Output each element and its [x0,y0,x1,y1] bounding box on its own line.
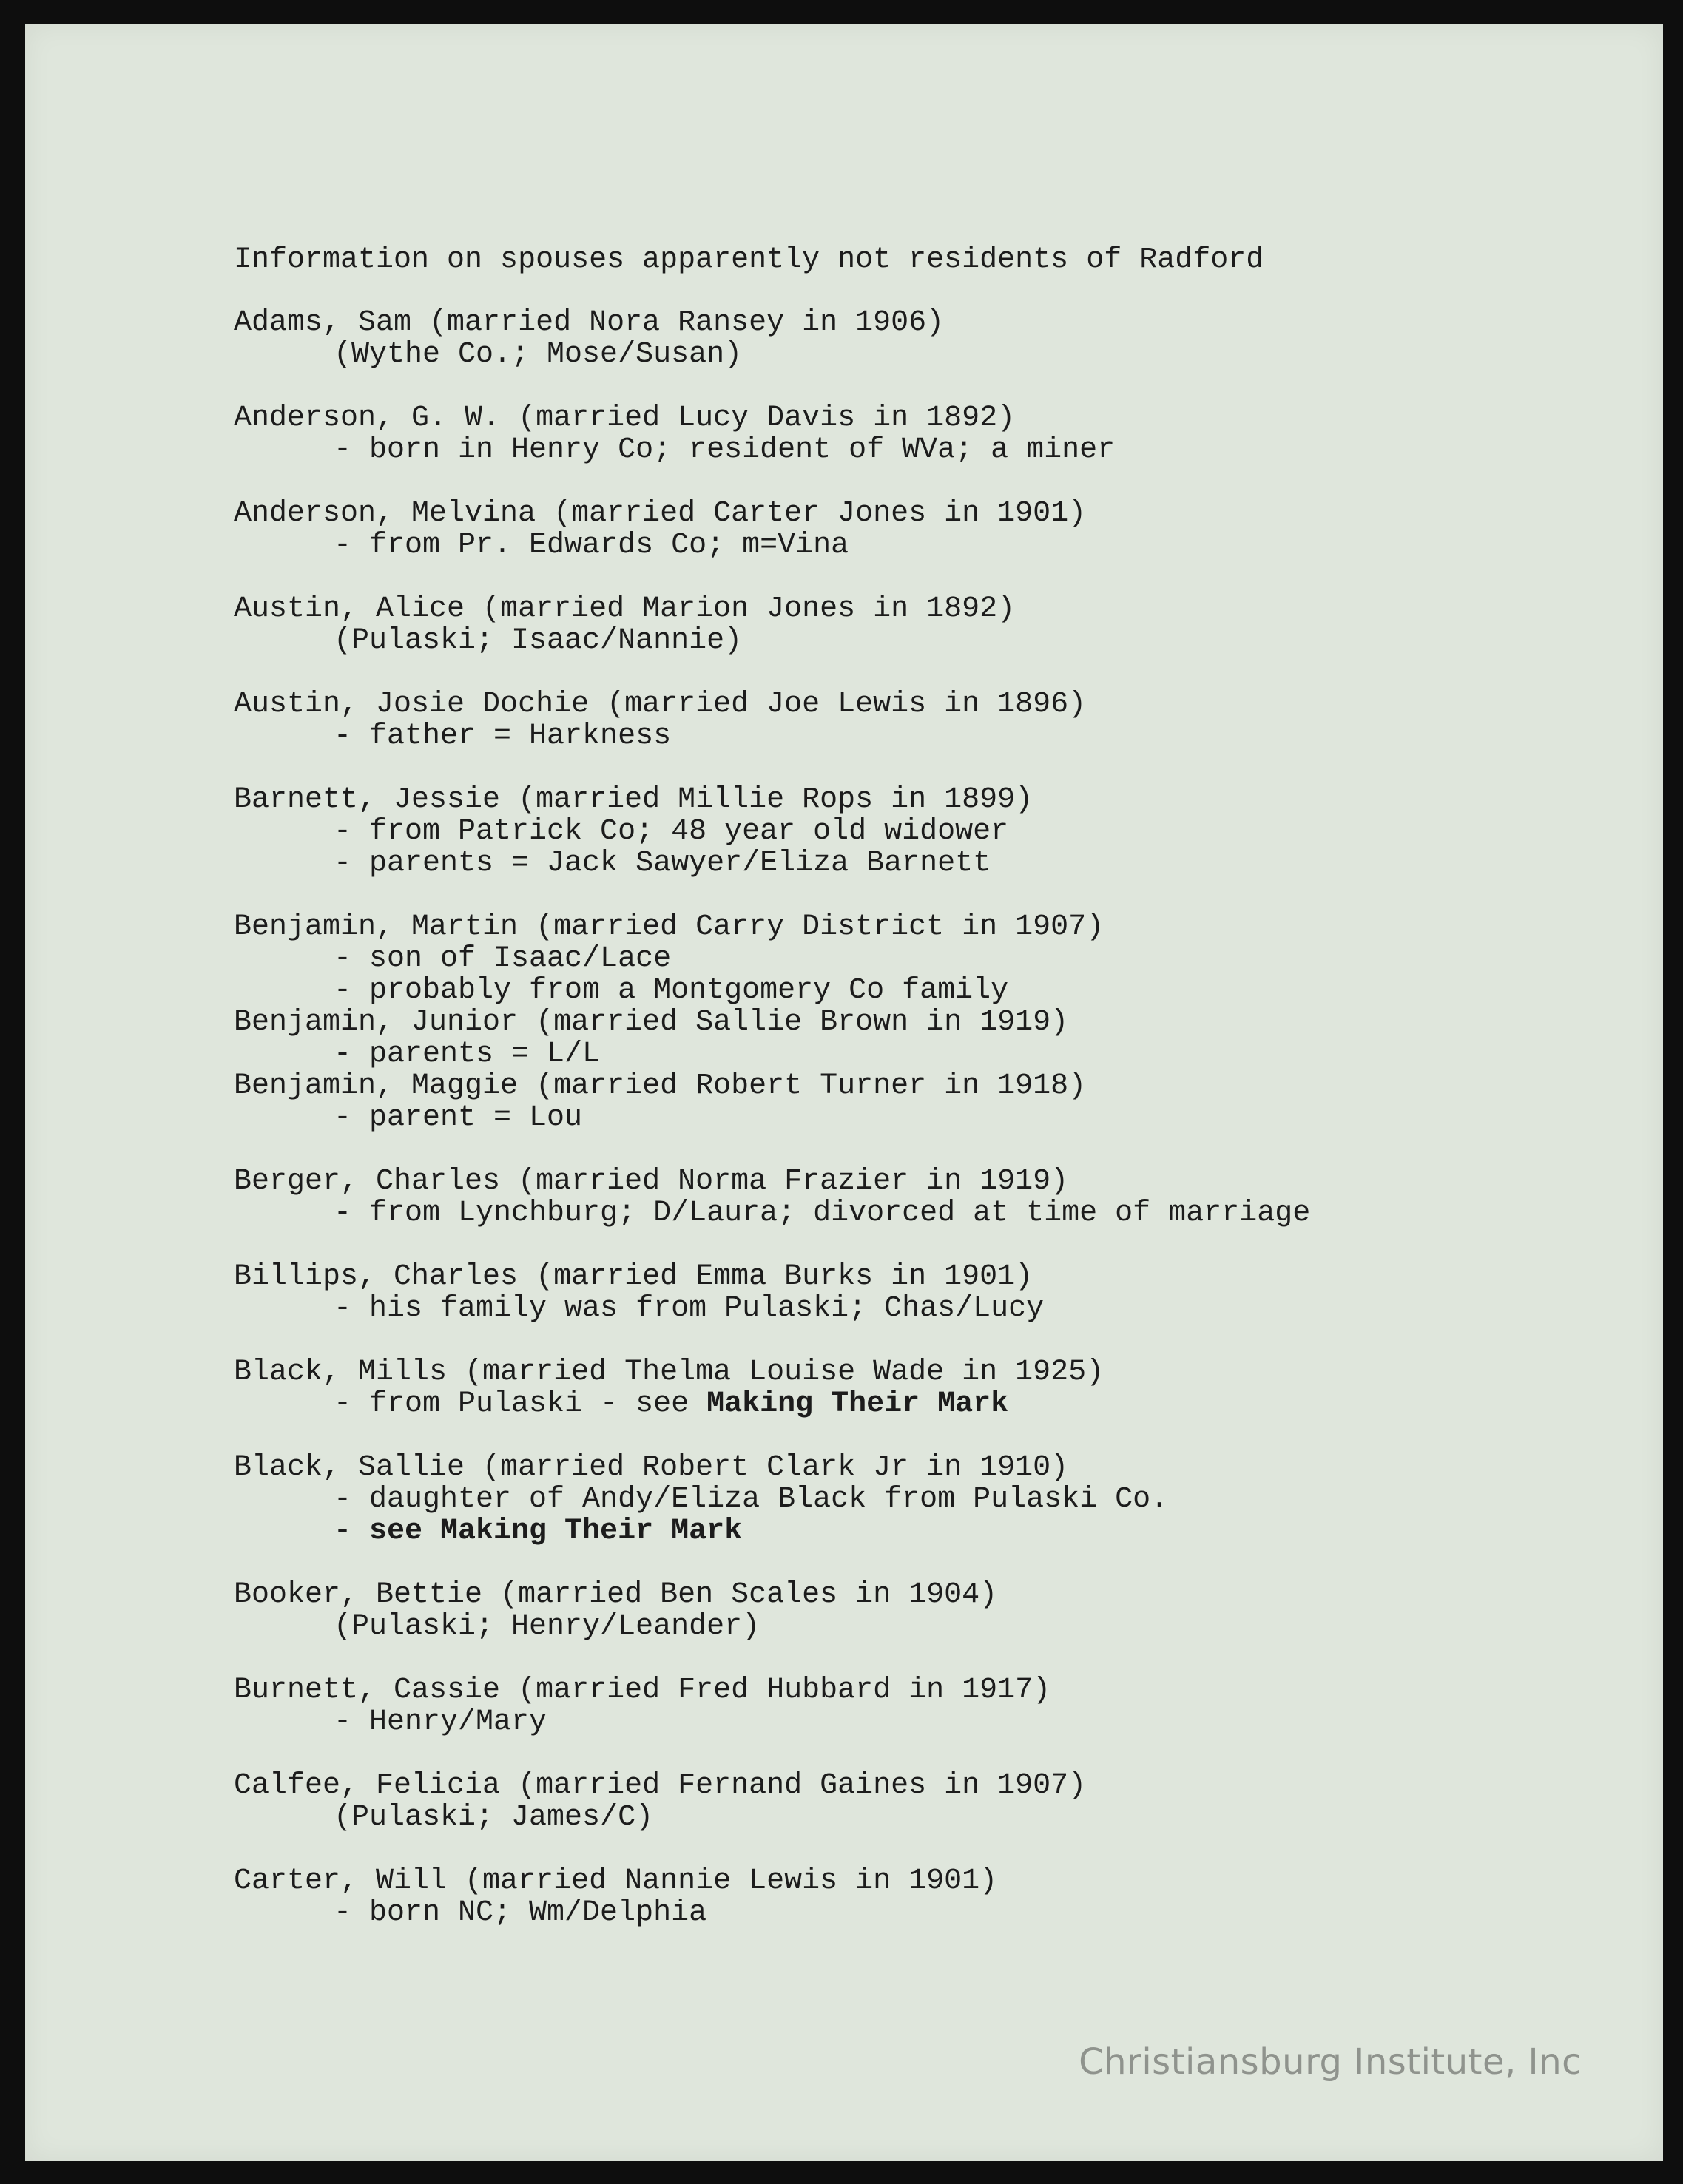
entry-name: Billips, Charles (married Emma Burks in 1901) [234,1260,1033,1294]
entry-detail: - born in Henry Co; resident of WVa; a miner [334,433,1116,467]
entry-detail: - parents = L/L [334,1038,601,1071]
entry-detail: - daughter of Andy/Eliza Black from Pulaski Co. [334,1483,1169,1516]
entry-name: Black, Sallie (married Robert Clark Jr in 1910) [234,1451,1069,1484]
entry-detail: - father = Harkness [334,720,672,753]
entry-name: Austin, Alice (married Marion Jones in 1892) [234,592,1016,626]
entry-name: Anderson, G. W. (married Lucy Davis in 1892) [234,402,1016,435]
list-item [234,689,1536,752]
entry-detail-reference: - see Making Their Mark [334,1515,743,1548]
entry-detail: - from Pr. Edwards Co; m=Vina [334,529,849,562]
entry-detail: - from Lynchburg; D/Laura; divorced at time of marriage [334,1197,1311,1230]
entry-name: Carter, Will (married Nannie Lewis in 1901) [234,1864,998,1898]
entry-detail: - born NC; Wm/Delphia [334,1896,707,1930]
entry-name: Anderson, Melvina (married Carter Jones in 1901) [234,497,1087,530]
document-body [234,244,1536,1961]
entry-detail: - probably from a Montgomery Co family [334,974,1009,1007]
list-item [234,1070,1536,1134]
entry-detail: - parent = Lou [334,1101,583,1135]
watermark: Christiansburg Institute, Inc [1079,2041,1582,2083]
entry-detail [234,1388,1536,1420]
entry-name: Benjamin, Maggie (married Robert Turner in 1918) [234,1069,1087,1103]
list-item [234,1452,1536,1547]
list-item [234,307,1536,371]
list-item [234,1007,1536,1070]
entry-name: Benjamin, Martin (married Carry District in 1907) [234,910,1104,944]
list-item [234,784,1536,879]
entry-name: Barnett, Jessie (married Millie Rops in 1899) [234,783,1033,817]
entry-detail: - parents = Jack Sawyer/Eliza Barnett [334,847,991,880]
entry-name: Adams, Sam (married Nora Ransey in 1906) [234,306,945,339]
list-item [234,498,1536,561]
entry-detail: (Pulaski; James/C) [334,1801,654,1834]
list-item [234,1674,1536,1738]
list-item [234,1579,1536,1643]
entry-name: Berger, Charles (married Norma Frazier in 1919) [234,1165,1069,1198]
list-item [234,911,1536,1007]
list-item [234,1770,1536,1833]
entry-name: Austin, Josie Dochie (married Joe Lewis in 1896) [234,688,1087,721]
entry-name: Booker, Bettie (married Ben Scales in 1904) [234,1578,998,1612]
entry-name: Black, Mills (married Thelma Louise Wade in 1925) [234,1356,1104,1389]
list-item [234,1166,1536,1229]
entry-detail: (Pulaski; Isaac/Nannie) [334,624,743,657]
list-item [234,402,1536,466]
list-item [234,1865,1536,1929]
list-item [234,593,1536,657]
list-item [234,1356,1536,1420]
paper-page [25,24,1663,2161]
entry-detail: (Pulaski; Henry/Leander) [334,1610,760,1643]
entry-detail: - son of Isaac/Lace [334,942,672,976]
entry-name: Calfee, Felicia (married Fernand Gaines in 1907) [234,1769,1087,1802]
entry-detail: - from Patrick Co; 48 year old widower [334,815,1009,848]
book-title: Making Their Mark [706,1387,1009,1421]
entry-name: Burnett, Cassie (married Fred Hubbard in 1917) [234,1674,1051,1707]
entry-name: Benjamin, Junior (married Sallie Brown in 1919) [234,1006,1069,1039]
document-title: Information on spouses apparently not residents of Radford [234,243,1264,277]
detail-text: - from Pulaski - see [334,1387,707,1421]
entry-detail: - Henry/Mary [334,1705,547,1739]
entry-detail: - his family was from Pulaski; Chas/Lucy [334,1292,1045,1325]
entry-detail: (Wythe Co.; Mose/Susan) [334,338,743,371]
list-item [234,1261,1536,1325]
